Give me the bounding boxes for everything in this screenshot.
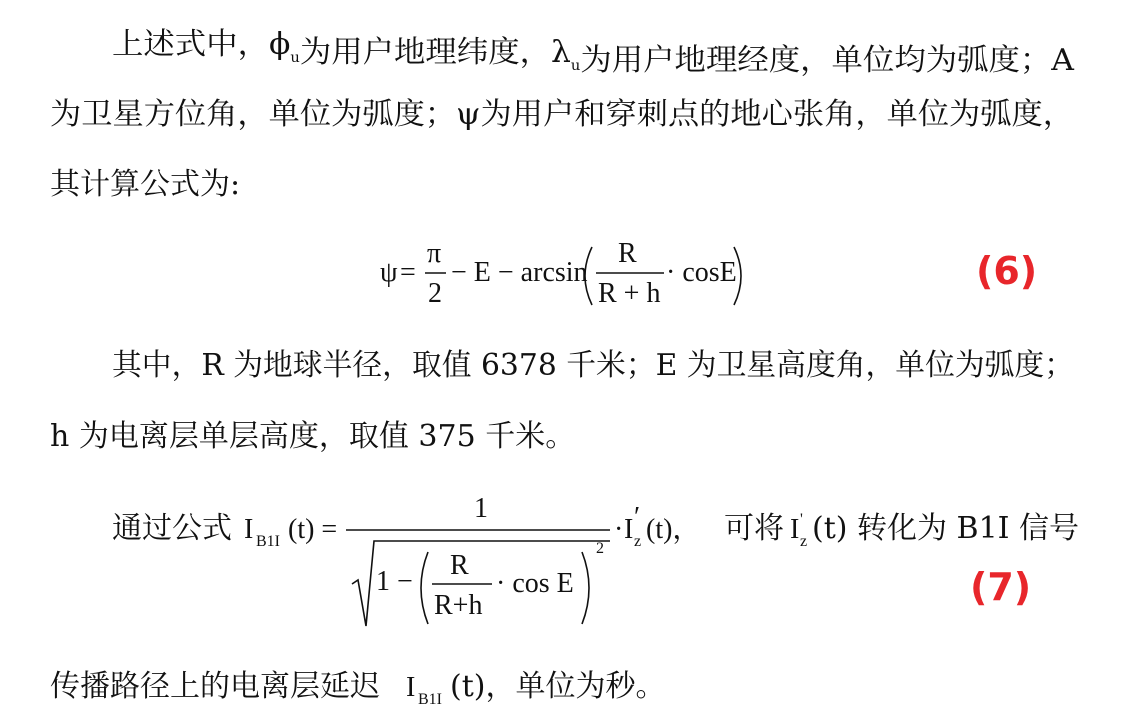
eq7-numerator-one: 1 [474, 493, 488, 524]
eq7-inner-right-paren [582, 552, 589, 624]
eq7-sub-b1i: B1I [256, 533, 280, 550]
eq6-annotation: (6) [976, 249, 1038, 293]
eq7-rhs-sub-z: z [634, 533, 642, 550]
paragraph1-line1-subscript: u [290, 50, 300, 66]
paragraph1-line1-seg: 为用户地理纬度， [299, 35, 540, 70]
eq7-inner-left-paren [421, 552, 428, 624]
paragraph1-line3: 其计算公式为: [50, 167, 241, 202]
eq7-suffix-sub-z: z [800, 533, 808, 550]
eq7-rhs-I: I [624, 514, 634, 545]
paragraph3-pre: 传播路径上的电离层延迟 [50, 669, 380, 704]
eq7-suffix-I: I [790, 514, 800, 545]
paragraph2-line2: h 为电离层单层高度，取值 375 千米。 [50, 419, 576, 454]
paragraph1-line1 [112, 27, 1074, 78]
eq7-suffix-prime: ' [800, 511, 803, 528]
eq7-t-eq: (t) = [288, 514, 338, 545]
eq7-power-two: 2 [596, 540, 604, 557]
eq7-prefix: 通过公式 [112, 511, 232, 546]
eq7-rhs-dot: · [614, 514, 624, 545]
eq6-minus-e-arcsin: − E − arcsin [451, 257, 588, 288]
eq6-two: 2 [428, 278, 442, 309]
paragraph1-line1-seg: λ [551, 35, 571, 70]
paragraph3 [50, 669, 665, 708]
paragraph1-line1-seg: ϕ [268, 27, 290, 62]
eq6-pi: π [427, 238, 442, 269]
eq7-inner-one-minus: 1 − [376, 566, 413, 597]
eq6-cos-term: · cosE [666, 257, 737, 288]
eq7-frac-num: R [450, 550, 469, 581]
paragraph3-I: I [406, 672, 416, 703]
paragraph1-line1-subscript: u [570, 58, 580, 74]
paragraph2-line1: 其中，R 为地球半径，取值 6378 千米；E 为卫星高度角，单位为弧度； [112, 348, 1074, 383]
equation-6 [380, 238, 1037, 309]
eq7-rhs-t: (t)， [646, 514, 701, 545]
eq7-annotation: (7) [970, 565, 1032, 609]
eq6-frac-num: R [618, 238, 637, 269]
paragraph3-post: (t)，单位为秒。 [450, 669, 666, 704]
eq7-cos-term: · cos E [496, 568, 574, 599]
paragraph1-line1-seg: 上述式中， [112, 27, 262, 62]
paragraph1-line2: 为卫星方位角，单位为弧度；ψ为用户和穿刺点的地心张角，单位为弧度， [50, 97, 1074, 132]
eq6-psi: ψ [380, 257, 398, 288]
eq7-rhs-prime: ′ [634, 502, 641, 533]
eq6-equals: = [400, 257, 416, 288]
eq7-frac-den: R+h [434, 590, 483, 621]
equation-7 [112, 493, 1079, 626]
eq7-suffix2: (t) 转化为 B1I 信号 [812, 511, 1080, 546]
paragraph3-sub: B1I [418, 691, 442, 708]
eq6-frac-den: R + h [598, 278, 661, 309]
paragraph1-line1-seg: 为用户地理经度，单位均为弧度；A [580, 43, 1053, 78]
eq7-I: I [244, 514, 254, 545]
eq7-suffix1: 可将 [724, 511, 784, 546]
